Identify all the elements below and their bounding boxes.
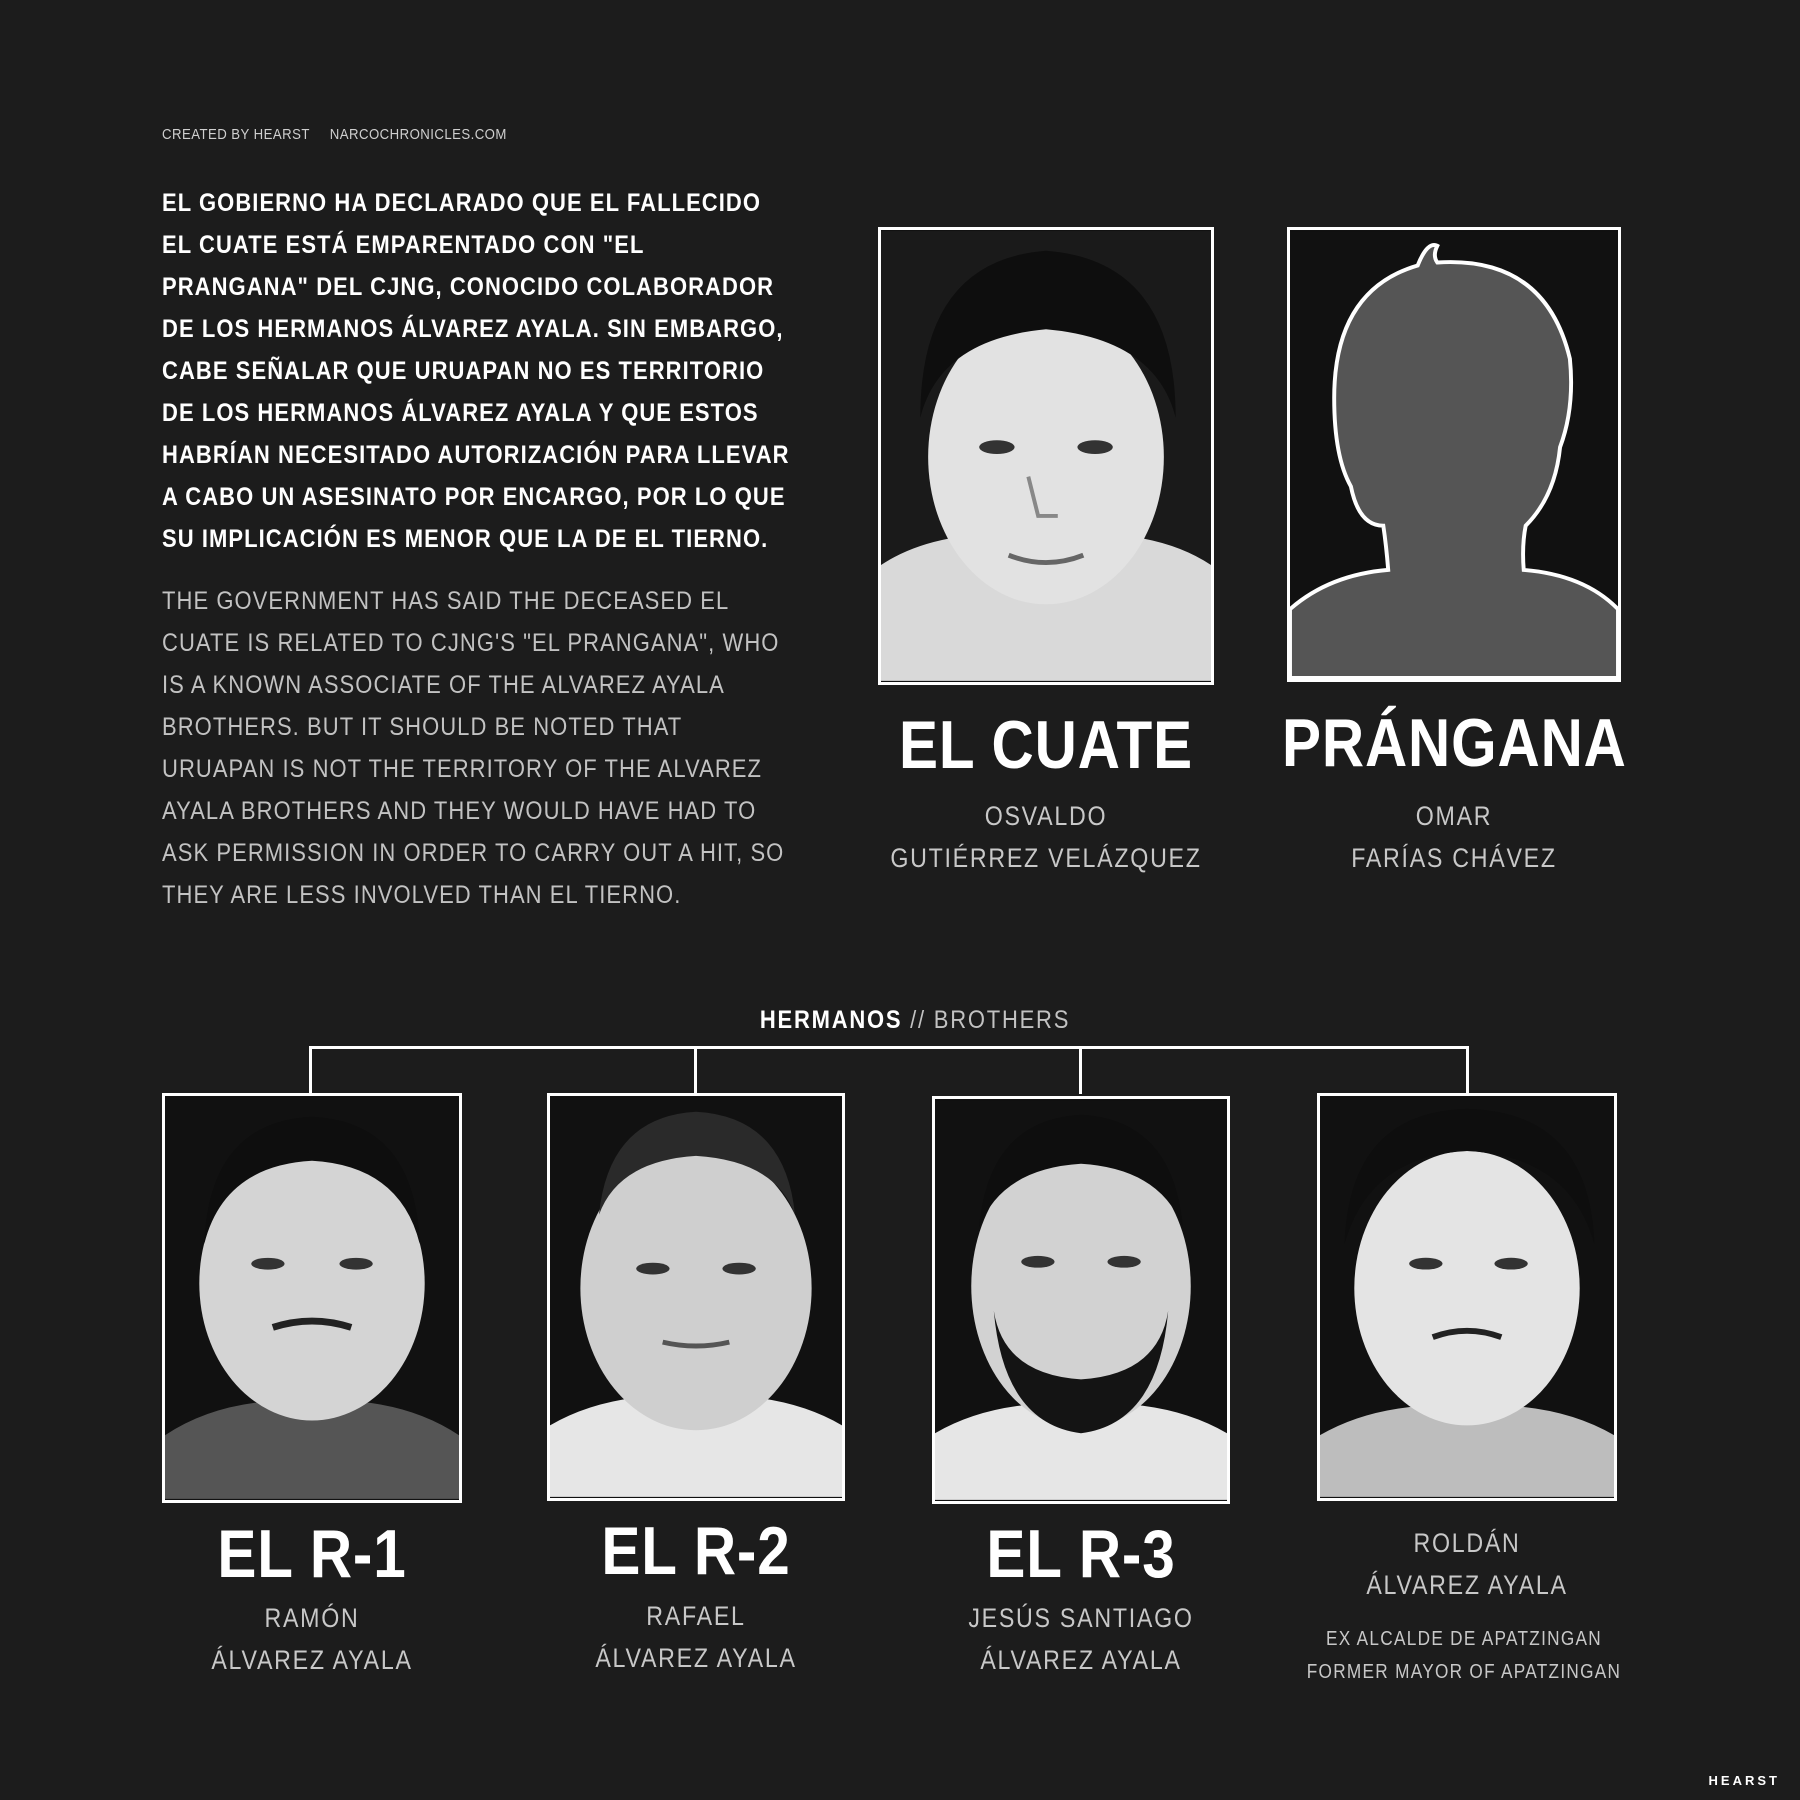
portrait-el-cuate xyxy=(878,227,1214,685)
alias-el-r3: EL R-3 xyxy=(986,1516,1176,1592)
surname: ÁLVAREZ AYALA xyxy=(211,1645,413,1675)
portrait-roldan xyxy=(1317,1093,1617,1501)
brothers-heading xyxy=(638,1006,1192,1035)
hearst-logo: HEARST xyxy=(1708,1773,1780,1788)
person-silhouette-icon xyxy=(1290,230,1618,679)
first-name: RAFAEL xyxy=(646,1601,746,1631)
name-el-cuate xyxy=(874,795,1218,879)
first-name: OSVALDO xyxy=(984,801,1108,831)
tree-branch-3 xyxy=(1079,1046,1082,1094)
portrait-prangana-silhouette xyxy=(1287,227,1621,682)
name-el-r3 xyxy=(909,1597,1253,1681)
brothers-separator: // xyxy=(910,1006,926,1034)
surname: ÁLVAREZ AYALA xyxy=(595,1643,797,1673)
portrait-el-r2 xyxy=(547,1093,845,1501)
credit-line xyxy=(162,126,523,143)
surname: FARÍAS CHÁVEZ xyxy=(1351,843,1557,873)
english-paragraph: THE GOVERNMENT HAS SAID THE DECEASED EL CUATE IS RELATED TO CJNG'S "EL PRANGANA", WHO IS A KNOWN ASSOCIATE OF THE ALVAREZ AYALA BROTHERS. BUT IT SHOULD BE NOTED THAT URUAPAN IS NOT THE TERRITORY OF THE ALVAREZ AYALA BROTHERS AND THEY WOULD HAVE HAD TO ASK PERMISSION IN ORDER TO CARRY OUT A HIT, SO THEY ARE LESS INVOLVED THAN EL TIERNO. xyxy=(162,587,785,909)
credit-hearst: CREATED BY HEARST xyxy=(162,126,310,143)
first-name: RAMÓN xyxy=(264,1603,360,1633)
face-photo-icon xyxy=(1320,1096,1614,1498)
name-el-r2 xyxy=(524,1595,868,1679)
face-photo-icon xyxy=(935,1099,1227,1501)
brothers-label-es: HERMANOS xyxy=(759,1006,903,1034)
credit-website[interactable]: NARCOCHRONICLES.COM xyxy=(329,126,507,143)
name-prangana xyxy=(1282,795,1626,879)
name-roldan xyxy=(1295,1522,1639,1606)
brothers-label-en: BROTHERS xyxy=(933,1006,1071,1034)
face-photo-icon xyxy=(550,1096,842,1498)
face-photo-icon xyxy=(165,1096,459,1500)
name-el-r1 xyxy=(140,1597,484,1681)
role-roldan xyxy=(1292,1623,1636,1689)
tree-branch-1 xyxy=(309,1046,312,1094)
first-name: ROLDÁN xyxy=(1413,1528,1521,1558)
portrait-el-r1 xyxy=(162,1093,462,1503)
tree-branch-4 xyxy=(1466,1046,1469,1094)
alias-prangana: PRÁNGANA xyxy=(1282,705,1627,781)
surname: ÁLVAREZ AYALA xyxy=(1366,1570,1568,1600)
tree-branch-2 xyxy=(694,1046,697,1094)
first-name: OMAR xyxy=(1415,801,1493,831)
alias-el-r1: EL R-1 xyxy=(217,1516,407,1592)
alias-el-r2: EL R-2 xyxy=(601,1513,791,1589)
role-spanish: EX ALCALDE DE APATZINGAN xyxy=(1326,1628,1602,1650)
alias-el-cuate: EL CUATE xyxy=(899,707,1193,783)
role-english: FORMER MAYOR OF APATZINGAN xyxy=(1306,1661,1622,1683)
portrait-el-r3 xyxy=(932,1096,1230,1504)
first-name: JESÚS SANTIAGO xyxy=(968,1603,1194,1633)
face-photo-icon xyxy=(881,230,1211,682)
tree-horizontal-line xyxy=(309,1046,1469,1049)
surname: GUTIÉRREZ VELÁZQUEZ xyxy=(890,843,1202,873)
spanish-paragraph: EL GOBIERNO HA DECLARADO QUE EL FALLECIDO EL CUATE ESTÁ EMPARENTADO CON "EL PRANGANA" DEL CJNG, CONOCIDO COLABORADOR DE LOS HERMANOS ÁLVAREZ AYALA. SIN EMBARGO, CABE SEÑALAR QUE URUAPAN NO ES TERRITORIO DE LOS HERMANOS ÁLVAREZ AYALA Y QUE ESTOS HABRÍAN NECESITADO AUTORIZACIÓN PARA LLEVAR A CABO UN ASESINATO POR ENCARGO, POR LO QUE SU IMPLICACIÓN ES MENOR QUE LA DE EL TIERNO. xyxy=(162,189,790,553)
surname: ÁLVAREZ AYALA xyxy=(980,1645,1182,1675)
